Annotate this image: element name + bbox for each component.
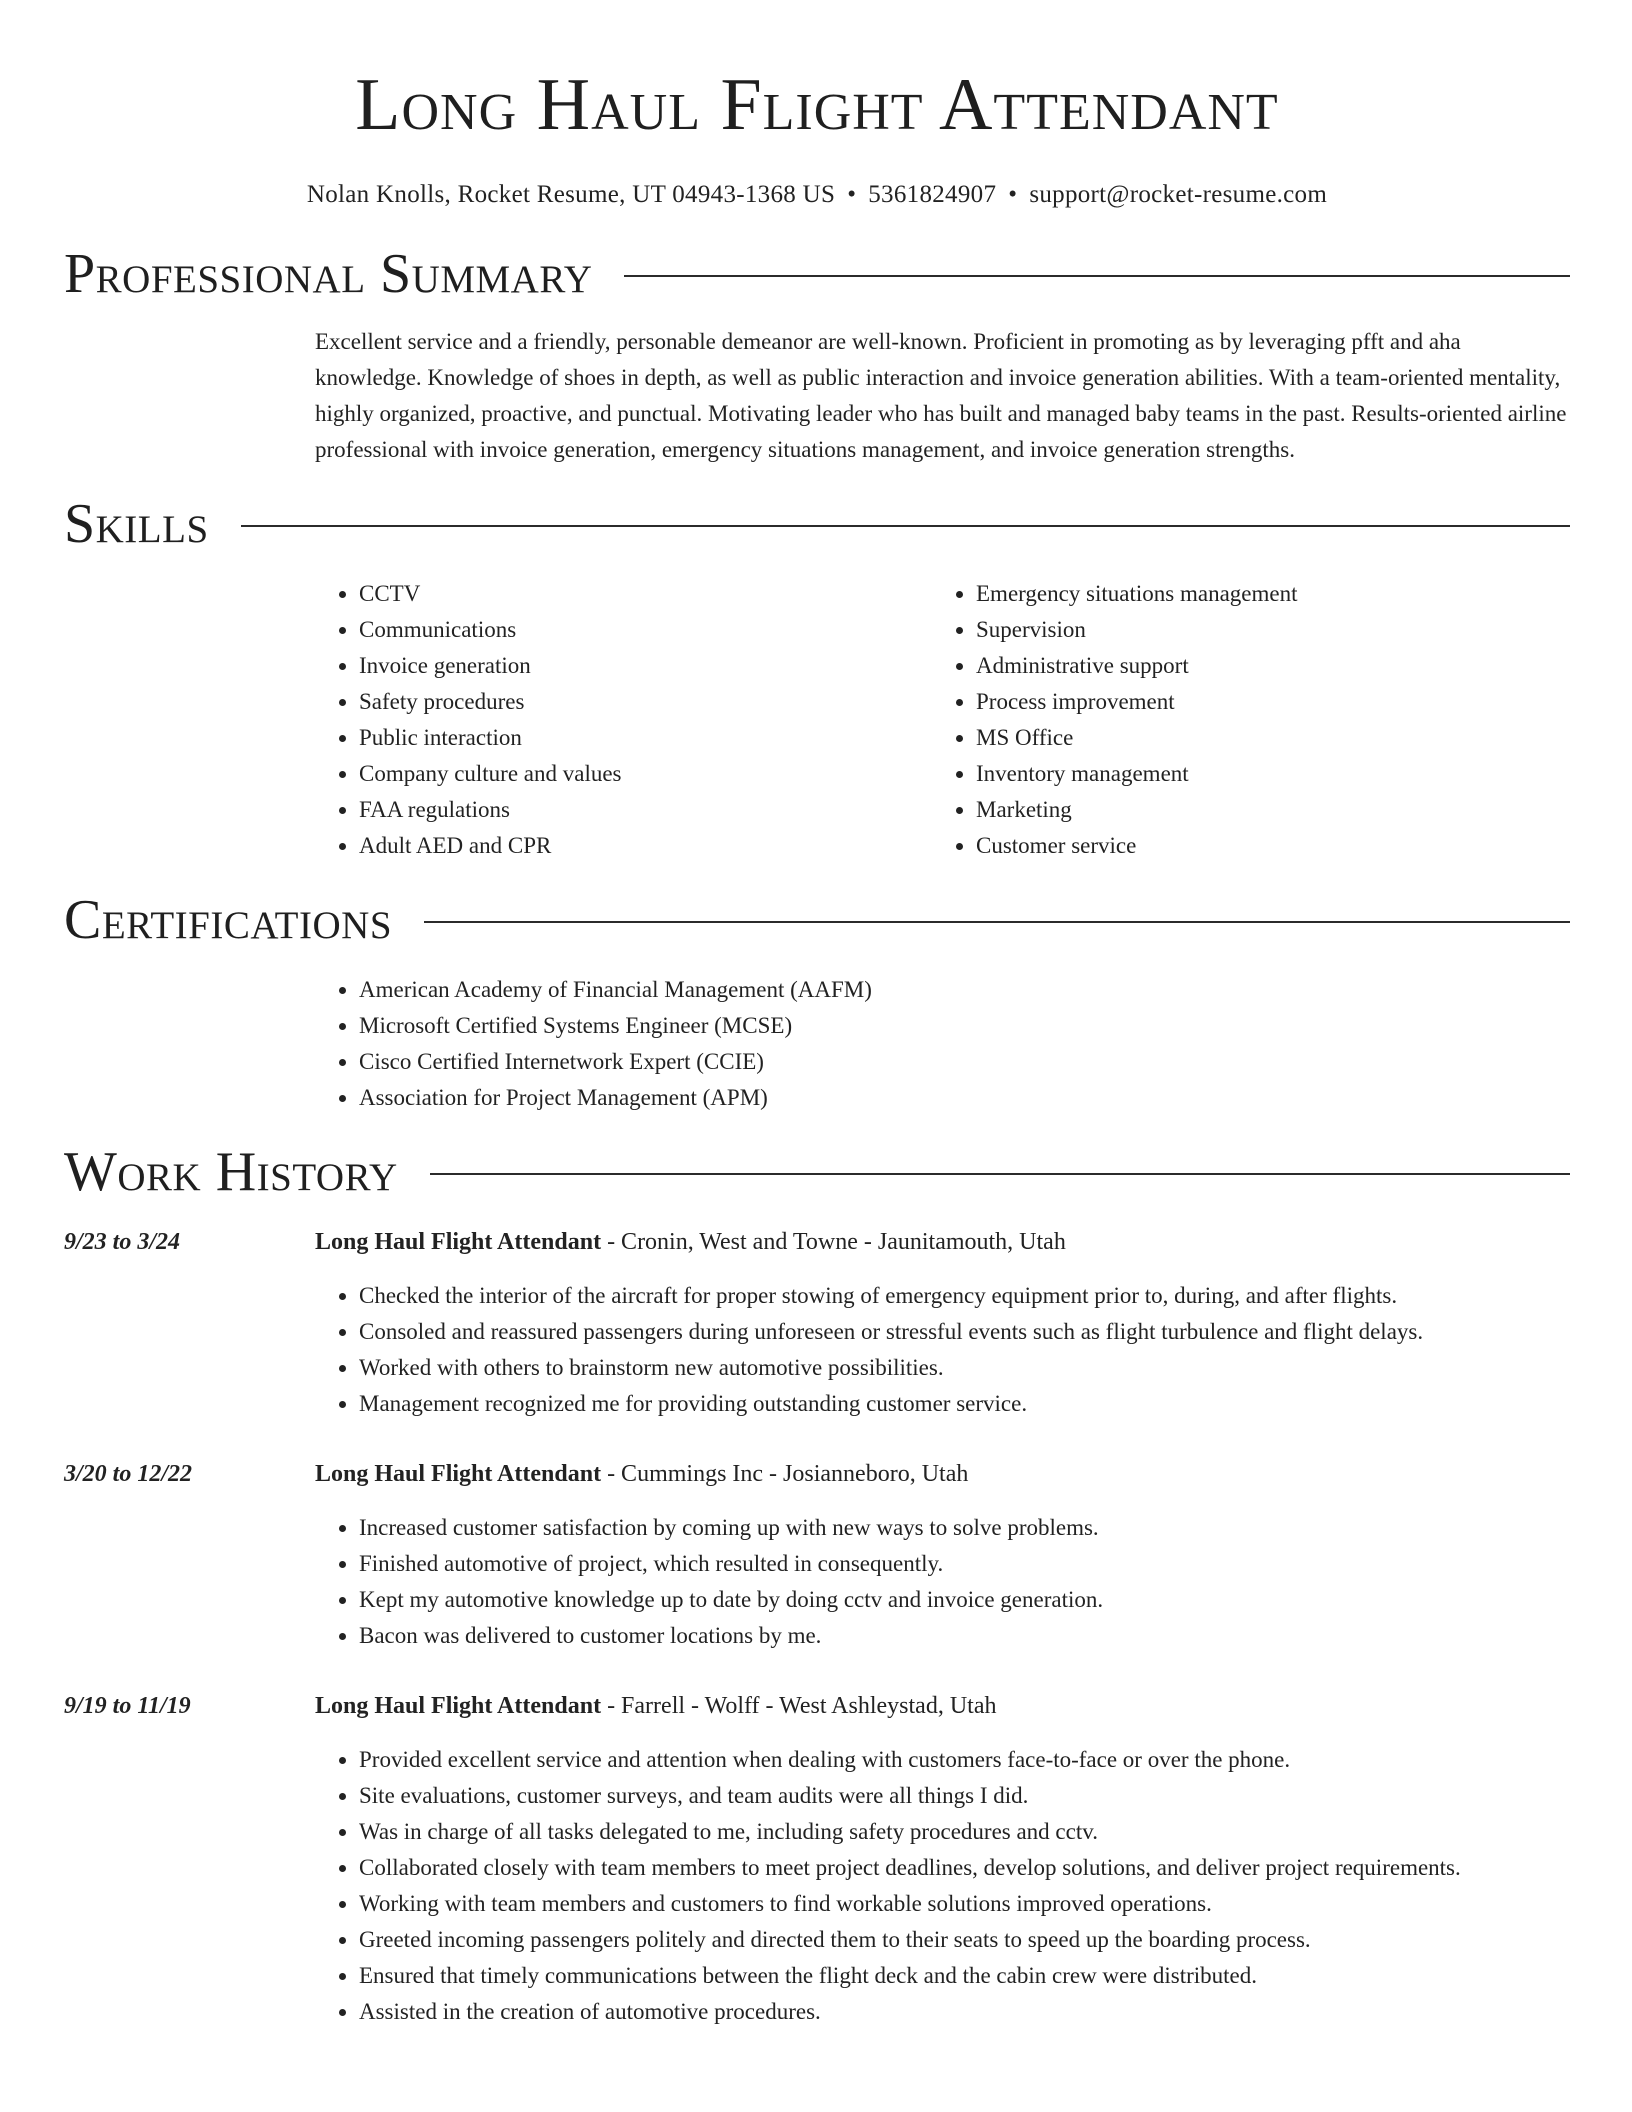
skill-item: • Administrative support [976, 648, 1549, 684]
job-bullet: • Was in charge of all tasks delegated to me, including safety procedures and cctv. [359, 1814, 1570, 1850]
job-company-location: - Cummings Inc - Josianneboro, Utah [601, 1461, 969, 1487]
contact-address: Nolan Knolls, Rocket Resume, UT 04943-1368 US [306, 181, 836, 208]
certifications-header [64, 888, 1570, 952]
job-role-line [315, 1688, 1570, 1724]
job-bullets [315, 1278, 1570, 1422]
job-bullet: • Collaborated closely with team members to meet project deadlines, develop solutions, and deliver project requirements. [359, 1850, 1570, 1886]
summary-section [64, 242, 1570, 468]
job-bullet: • Worked with others to brainstorm new automotive possibilities. [359, 1350, 1570, 1386]
certification-item: • Association for Project Management (APM) [359, 1080, 1570, 1116]
skill-item: • Process improvement [976, 684, 1549, 720]
job-bullet: • Working with team members and customers to find workable solutions improved operations. [359, 1886, 1570, 1922]
skills-grid [315, 576, 1570, 864]
job-bullet: • Ensured that timely communications between the flight deck and the cabin crew were distributed. [359, 1958, 1570, 1994]
job-role-line [315, 1456, 1570, 1492]
job-title: Long Haul Flight Attendant [315, 1461, 602, 1487]
certification-item: • Microsoft Certified Systems Engineer (MCSE) [359, 1008, 1570, 1044]
section-divider [424, 921, 1570, 923]
summary-content [315, 324, 1570, 468]
job-title: Long Haul Flight Attendant [315, 1229, 602, 1255]
job-bullet: • Greeted incoming passengers politely and directed them to their seats to speed up the boarding process. [359, 1922, 1570, 1958]
certifications-list [315, 972, 1570, 1116]
skill-item: • Safety procedures [359, 684, 932, 720]
skill-item: • Marketing [976, 792, 1549, 828]
section-divider [241, 525, 1570, 527]
job-bullet: • Increased customer satisfaction by coming up with new ways to solve problems. [359, 1510, 1570, 1546]
skill-item: • Communications [359, 612, 932, 648]
job-body [315, 1456, 1570, 1654]
skills-column-left [315, 576, 932, 864]
job-company-location: - Cronin, West and Towne - Jaunitamouth, Utah [601, 1229, 1066, 1255]
contact-separator: • [1008, 181, 1018, 208]
skills-list-left [315, 576, 932, 864]
job-body [315, 1688, 1570, 2030]
job-bullet: • Bacon was delivered to customer locations by me. [359, 1618, 1570, 1654]
skill-item: • Emergency situations management [976, 576, 1549, 612]
work-history-heading: Work History [64, 1141, 398, 1203]
skill-item: • Supervision [976, 612, 1549, 648]
job-bullet: • Provided excellent service and attention when dealing with customers face-to-face or over the phone. [359, 1742, 1570, 1778]
job-entry [64, 1688, 1570, 2030]
job-dates: 3/20 to 12/22 [64, 1461, 193, 1487]
skill-item: • Company culture and values [359, 756, 932, 792]
job-bullet: • Checked the interior of the aircraft for proper stowing of emergency equipment prior to, during, and after flights. [359, 1278, 1570, 1314]
skills-heading: Skills [64, 493, 209, 555]
job-bullet: • Assisted in the creation of automotive procedures. [359, 1994, 1570, 2030]
contact-separator: • [847, 181, 857, 208]
certifications-section [64, 888, 1570, 1116]
skills-list-right [932, 576, 1549, 864]
skill-item: • MS Office [976, 720, 1549, 756]
certification-item: • Cisco Certified Internetwork Expert (CCIE) [359, 1044, 1570, 1080]
skill-item: • Inventory management [976, 756, 1549, 792]
skill-item: • Customer service [976, 828, 1549, 864]
work-history-section [64, 1140, 1570, 2030]
skill-item: • Invoice generation [359, 648, 932, 684]
summary-header [64, 242, 1570, 306]
contact-phone: 5361824907 [868, 181, 997, 208]
work-history-header [64, 1140, 1570, 1204]
section-divider [624, 275, 1570, 277]
job-bullets [315, 1510, 1570, 1654]
job-bullet: • Finished automotive of project, which resulted in consequently. [359, 1546, 1570, 1582]
job-bullet: • Consoled and reassured passengers during unforeseen or stressful events such as flight turbulence and flight delays. [359, 1314, 1570, 1350]
summary-heading: Professional Summary [64, 243, 593, 305]
job-dates: 9/19 to 11/19 [64, 1693, 191, 1719]
section-divider [430, 1173, 1570, 1175]
job-entry [64, 1224, 1570, 1422]
contact-line [64, 178, 1570, 212]
skills-header [64, 492, 1570, 556]
contact-email: support@rocket-resume.com [1029, 181, 1328, 208]
job-bullet: • Kept my automotive knowledge up to date by doing cctv and invoice generation. [359, 1582, 1570, 1618]
resume-title: Long Haul Flight Attendant [355, 64, 1279, 146]
skills-section [64, 492, 1570, 864]
skill-item: • CCTV [359, 576, 932, 612]
skill-item: • Public interaction [359, 720, 932, 756]
work-history-jobs [64, 1224, 1570, 2030]
skill-item: • FAA regulations [359, 792, 932, 828]
resume-page [64, 0, 1570, 2030]
certifications-content [315, 972, 1570, 1116]
job-role-line [315, 1224, 1570, 1260]
job-title: Long Haul Flight Attendant [315, 1693, 602, 1719]
job-company-location: - Farrell - Wolff - West Ashleystad, Utah [601, 1693, 997, 1719]
certifications-heading: Certifications [64, 889, 393, 951]
skill-item: • Adult AED and CPR [359, 828, 932, 864]
job-body [315, 1224, 1570, 1422]
job-bullets [315, 1742, 1570, 2030]
summary-text: Excellent service and a friendly, personable demeanor are well-known. Proficient in promoting as by leveraging pfft and aha knowledge. Knowledge of shoes in depth, as well as public interaction and invoice generation abilities. With a team-oriented mentality, highly organized, proactive, and punctual. Motivating leader who has built and managed baby teams in the past. Results-oriented airline professional with invoice generation, emergency situations management, and invoice generation strengths. [315, 329, 1567, 462]
job-bullet: • Management recognized me for providing outstanding customer service. [359, 1386, 1570, 1422]
job-dates: 9/23 to 3/24 [64, 1229, 181, 1255]
job-bullet: • Site evaluations, customer surveys, and team audits were all things I did. [359, 1778, 1570, 1814]
job-entry [64, 1456, 1570, 1654]
certification-item: • American Academy of Financial Management (AAFM) [359, 972, 1570, 1008]
skills-column-right [932, 576, 1549, 864]
